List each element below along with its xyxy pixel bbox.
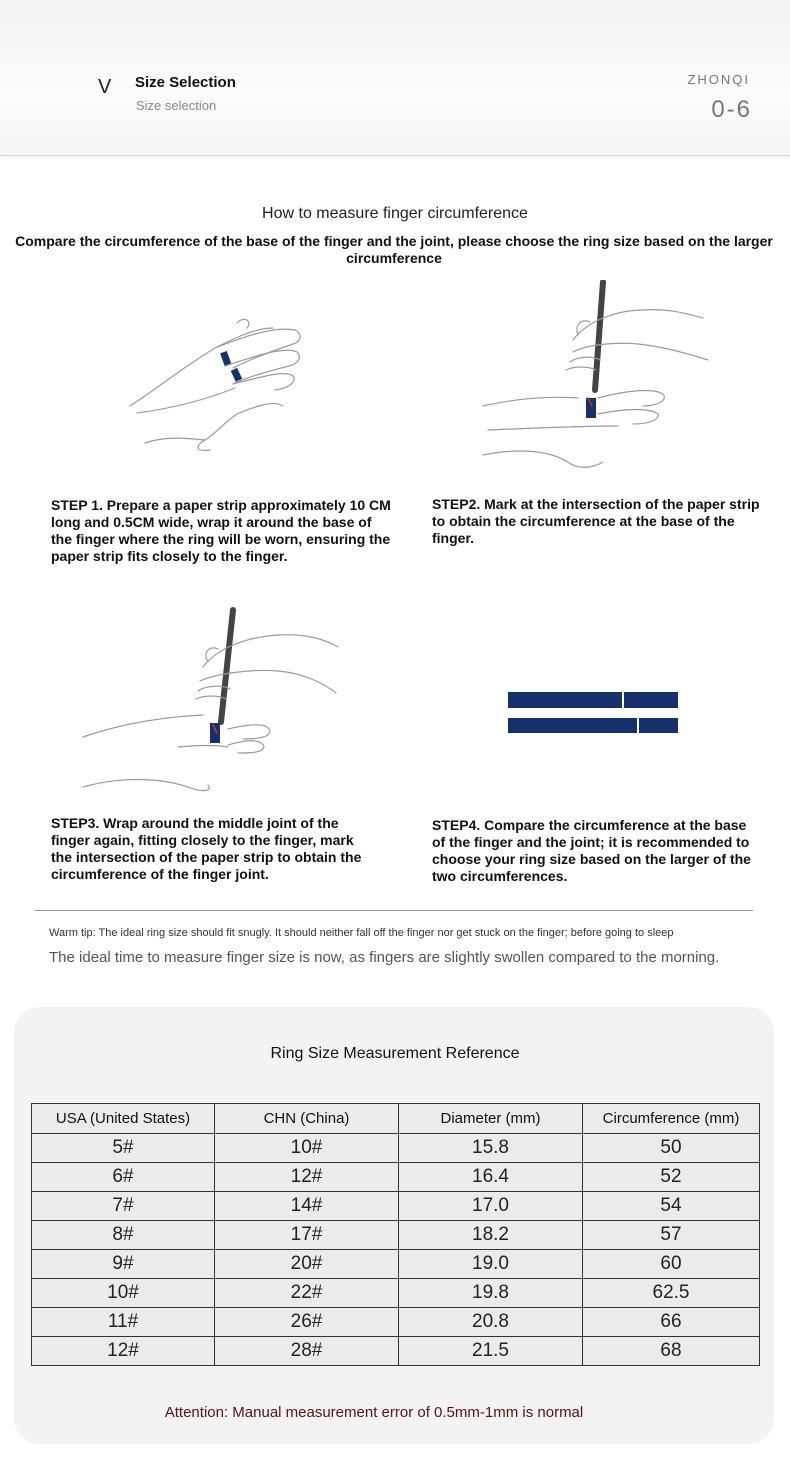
divider xyxy=(35,910,753,911)
header-title: Size Selection xyxy=(135,74,236,91)
cell-diameter: 16.4 xyxy=(399,1163,583,1192)
hand-wrap-illustration xyxy=(125,318,315,458)
strip-base-end xyxy=(624,692,678,708)
cell-diameter: 19.8 xyxy=(399,1279,583,1308)
header-chn: CHN (China) xyxy=(215,1104,399,1134)
cell-diameter: 19.0 xyxy=(399,1250,583,1279)
cell-chn: 28# xyxy=(215,1337,399,1366)
hand-mark-joint-illustration xyxy=(78,607,343,802)
chevron-down-icon[interactable]: V xyxy=(98,76,112,98)
cell-diameter: 21.5 xyxy=(399,1337,583,1366)
cell-chn: 10# xyxy=(215,1134,399,1163)
page-header xyxy=(0,0,790,156)
cell-diameter: 20.8 xyxy=(399,1308,583,1337)
step-3-text: STEP3. Wrap around the middle joint of the finger again, fitting closely to the finger, mark the intersection of the paper strip to obtain the circumference of the finger joint. xyxy=(51,815,362,882)
cell-diameter: 18.2 xyxy=(399,1221,583,1250)
cell-chn: 17# xyxy=(215,1221,399,1250)
table-row xyxy=(32,1337,760,1366)
cell-circumference: 52 xyxy=(583,1163,760,1192)
strip-joint-end xyxy=(639,718,678,733)
cell-circumference: 62.5 xyxy=(583,1279,760,1308)
cell-diameter: 15.8 xyxy=(399,1134,583,1163)
cell-circumference: 68 xyxy=(583,1337,760,1366)
header-circumference: Circumference (mm) xyxy=(583,1104,760,1134)
strip-joint xyxy=(508,718,637,733)
cell-usa: 7# xyxy=(32,1192,215,1221)
cell-chn: 26# xyxy=(215,1308,399,1337)
cell-circumference: 60 xyxy=(583,1250,760,1279)
section-title: How to measure finger circumference xyxy=(262,205,528,222)
size-range: 0-6 xyxy=(711,96,752,123)
step-1-text: STEP 1. Prepare a paper strip approximately 10 CM long and 0.5CM wide, wrap it around the base of the finger where the ring will be worn, ensuring the paper strip fits closely to the finger. xyxy=(51,497,391,564)
warm-tip: Warm tip: The ideal ring size should fit snugly. It should neither fall off the finger nor get stuck on the finger; before going to sleep xyxy=(49,927,674,939)
table-row xyxy=(32,1221,760,1250)
strip-base xyxy=(508,692,622,708)
cell-usa: 12# xyxy=(32,1337,215,1366)
table-header-row xyxy=(32,1104,760,1134)
measure-time-tip: The ideal time to measure finger size is now, as fingers are slightly swollen compared to the morning. xyxy=(49,949,720,966)
cell-chn: 22# xyxy=(215,1279,399,1308)
hand-mark-base-illustration xyxy=(478,280,718,475)
cell-diameter: 17.0 xyxy=(399,1192,583,1221)
section-subtitle: Compare the circumference of the base of the finger and the joint, please choose the ring size based on the larger circumference xyxy=(15,233,773,266)
paper-strips-illustration xyxy=(508,692,679,734)
step-4-text: STEP4. Compare the circumference at the base of the finger and the joint; it is recommended to choose your ring size based on the larger of the two circumferences. xyxy=(432,817,751,884)
cell-circumference: 54 xyxy=(583,1192,760,1221)
table-row xyxy=(32,1308,760,1337)
table-row xyxy=(32,1134,760,1163)
attention-note: Attention: Manual measurement error of 0.5mm-1mm is normal xyxy=(164,1404,584,1421)
header-usa: USA (United States) xyxy=(32,1104,215,1134)
cell-usa: 8# xyxy=(32,1221,215,1250)
cell-chn: 12# xyxy=(215,1163,399,1192)
table-row xyxy=(32,1279,760,1308)
cell-usa: 6# xyxy=(32,1163,215,1192)
table-row xyxy=(32,1250,760,1279)
cell-usa: 9# xyxy=(32,1250,215,1279)
table-row xyxy=(32,1163,760,1192)
brand-name: ZHONQI xyxy=(687,72,750,87)
header-subtitle: Size selection xyxy=(136,98,217,113)
cell-chn: 20# xyxy=(215,1250,399,1279)
cell-usa: 11# xyxy=(32,1308,215,1337)
cell-circumference: 66 xyxy=(583,1308,760,1337)
header-diameter: Diameter (mm) xyxy=(399,1104,583,1134)
table-row xyxy=(32,1192,760,1221)
cell-usa: 10# xyxy=(32,1279,215,1308)
reference-title: Ring Size Measurement Reference xyxy=(270,1045,520,1062)
cell-chn: 14# xyxy=(215,1192,399,1221)
cell-circumference: 57 xyxy=(583,1221,760,1250)
cell-circumference: 50 xyxy=(583,1134,760,1163)
step-2-text: STEP2. Mark at the intersection of the paper strip to obtain the circumference at the base of the finger. xyxy=(432,496,760,546)
cell-usa: 5# xyxy=(32,1134,215,1163)
size-table xyxy=(31,1103,760,1366)
